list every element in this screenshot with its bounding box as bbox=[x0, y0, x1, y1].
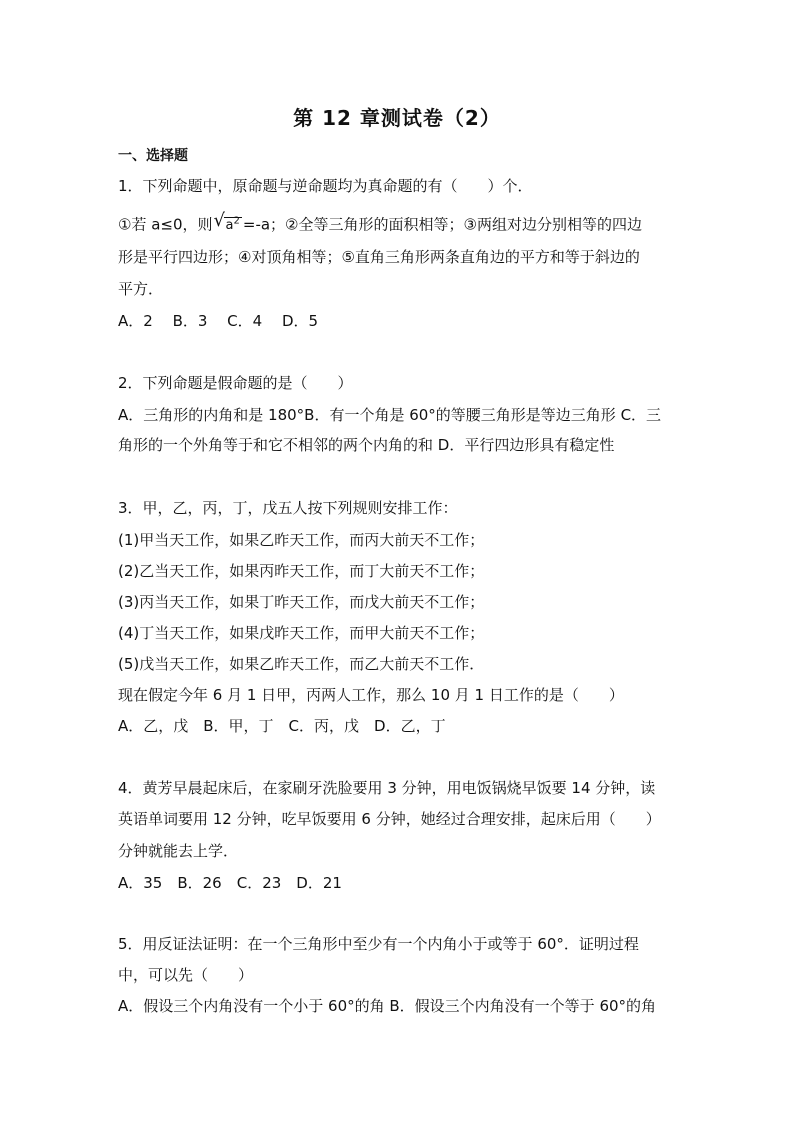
q3-options: A．乙，戊 B．甲，丁 C．丙，戊 D．乙，丁 bbox=[118, 717, 446, 735]
q1-stem: 1．下列命题中，原命题与逆命题均为真命题的有（ ）个． bbox=[118, 177, 533, 195]
q3-rule-1: (1)甲当天工作，如果乙昨天工作，而丙大前天不工作； bbox=[118, 531, 485, 549]
page-title: 第 12 章测试卷（2） bbox=[293, 106, 501, 130]
q4-line2: 英语单词要用 12 分钟，吃早饭要用 6 分钟，她经过合理安排，起床后用（ ） bbox=[118, 810, 661, 828]
q2-line2: 角形的一个外角等于和它不相邻的两个内角的和 D．平行四边形具有稳定性 bbox=[118, 436, 615, 454]
q2-stem: 2．下列命题是假命题的是（ ） bbox=[118, 374, 353, 392]
q5-line3: A．假设三个内角没有一个小于 60°的角 B．假设三个内角没有一个等于 60°的角 bbox=[118, 997, 657, 1015]
sqrt-base: a bbox=[225, 218, 234, 234]
sqrt-expression bbox=[214, 212, 242, 236]
q3-question: 现在假定今年 6 月 1 日甲，丙两人工作，那么 10 月 1 日工作的是（ ） bbox=[118, 686, 624, 704]
q2-line1: A．三角形的内角和是 180°B．有一个角是 60°的等腰三角形是等边三角形 C．三 bbox=[118, 406, 662, 424]
q3-rule-4: (4)丁当天工作，如果戊昨天工作，而甲大前天不工作； bbox=[118, 624, 485, 642]
q4-options: A．35 B．26 C．23 D．21 bbox=[118, 874, 342, 892]
q5-line2: 中，可以先（ ） bbox=[118, 966, 254, 984]
q3-rule-2: (2)乙当天工作，如果丙昨天工作，而丁大前天不工作； bbox=[118, 562, 485, 580]
q5-line1: 5．用反证法证明：在一个三角形中至少有一个内角小于或等于 60°．证明过程 bbox=[118, 935, 639, 953]
q1-line1-b: =-a；②全等三角形的面积相等；③两组对边分别相等的四边 bbox=[242, 215, 642, 234]
q3-rule-5: (5)戊当天工作，如果乙昨天工作，而乙大前天不工作． bbox=[118, 655, 485, 673]
q4-line3: 分钟就能去上学． bbox=[118, 842, 239, 860]
q1-line2: 形是平行四边形；④对顶角相等；⑤直角三角形两条直角边的平方和等于斜边的 bbox=[118, 248, 640, 266]
q1-line3: 平方． bbox=[118, 280, 164, 298]
q1-options: A．2 B．3 C．4 D．5 bbox=[118, 312, 319, 330]
q4-line1: 4．黄芳早晨起床后，在家刷牙洗脸要用 3 分钟，用电饭锅烧早饭要 14 分钟，读 bbox=[118, 779, 656, 797]
sqrt-radical-icon: √ bbox=[213, 210, 226, 231]
sqrt-exponent: 2 bbox=[233, 216, 240, 227]
q1-line1-a: ①若 a≤0，则 bbox=[118, 215, 213, 234]
q3-stem: 3．甲，乙，丙，丁，戊五人按下列规则安排工作： bbox=[118, 499, 458, 517]
section-heading: 一、选择题 bbox=[118, 148, 188, 164]
q3-rule-3: (3)丙当天工作，如果丁昨天工作，而戊大前天不工作； bbox=[118, 593, 485, 611]
q1-line1 bbox=[118, 212, 688, 236]
